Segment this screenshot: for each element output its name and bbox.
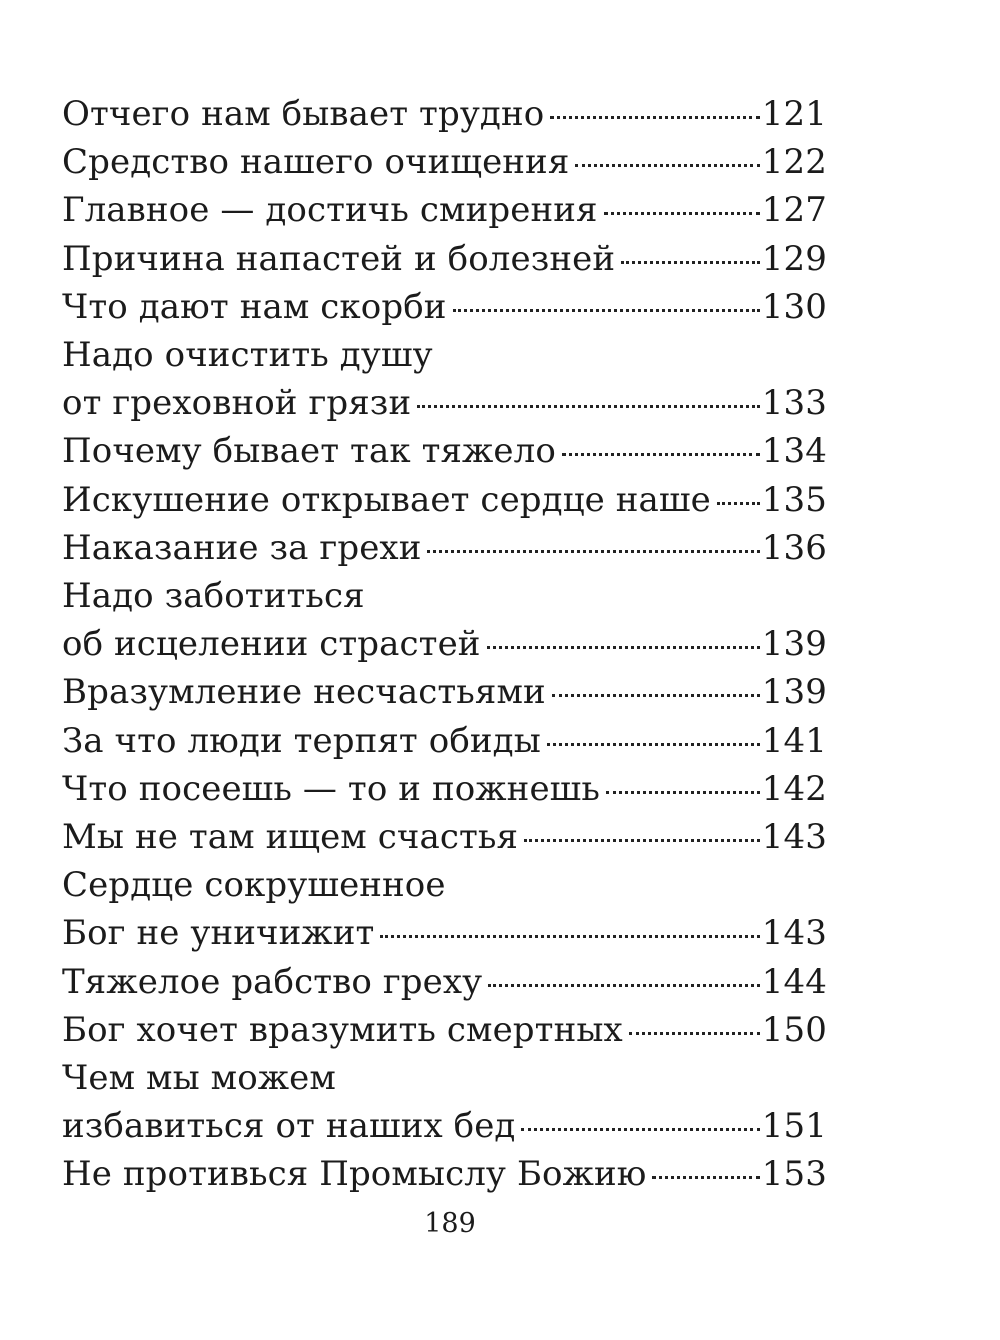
toc-entry-title-continued: об исцелении страстей [62,624,481,665]
toc-entry [62,283,827,331]
toc-entry-title: Что посеешь — то и пожнешь [62,768,600,809]
dot-leader [621,261,760,264]
toc-entry-page: 139 [761,624,827,665]
toc-entry-page: 127 [761,190,827,231]
toc-entry [62,427,827,475]
toc-entry-page: 143 [761,817,827,858]
toc-line [62,476,827,524]
toc-entry [62,1006,827,1054]
toc-entry [62,958,827,1006]
dot-leader [562,453,760,456]
toc-entry [62,524,827,572]
toc-entry [62,717,827,765]
toc-entry-page: 133 [761,383,827,424]
dot-leader [652,1176,759,1179]
toc-entry-title: Почему бывает так тяжело [62,431,556,472]
toc-entry [62,138,827,186]
toc-entry-title: Наказание за грехи [62,527,422,568]
toc-line [62,1102,827,1150]
toc-line [62,524,827,572]
toc-entry-page: 151 [761,1106,827,1147]
toc-line [62,717,827,765]
toc-entry-title: Надо заботиться [62,576,365,617]
toc-entry-page: 143 [761,913,827,954]
toc-entry [62,90,827,138]
toc-entry-title-continued: избавиться от наших бед [62,1106,516,1147]
toc-line [62,765,827,813]
dot-leader [550,116,760,119]
dot-leader [453,309,760,312]
dot-leader [427,550,759,553]
dot-leader [604,212,760,215]
toc-entry-page: 153 [761,1154,827,1195]
dot-leader [629,1032,760,1035]
toc-line [62,620,827,668]
toc-entry-page: 136 [761,527,827,568]
toc-entry-title: Отчего нам бывает трудно [62,94,545,134]
toc-entry [62,476,827,524]
toc-entry-title: Причина напастей и болезней [62,238,616,279]
toc-line [62,668,827,716]
toc-entry-title: Тяжелое рабство греху [62,961,483,1002]
toc-line-first [62,572,827,620]
toc-entry-title: За что люди терпят обиды [62,720,541,761]
toc-entry [62,572,827,668]
toc-entry-page: 129 [761,238,827,279]
toc-line [62,813,827,861]
dot-leader [717,502,760,505]
toc-entry-title: Вразумление несчастьями [62,672,546,713]
toc-entry-title: Надо очистить душу [62,335,433,376]
dot-leader [521,1128,759,1131]
toc-entry-title: Сердце сокрушенное [62,865,446,906]
toc-entry [62,331,827,427]
toc-entry-title: Главное — достичь смирения [62,190,598,231]
toc-entry-page: 121 [761,94,827,134]
toc-entry [62,861,827,957]
toc-line [62,283,827,331]
toc-entry-title-continued: Бог не уничижит [62,913,375,954]
toc-line [62,90,827,138]
toc-entry [62,1054,827,1150]
toc-entry-page: 142 [761,768,827,809]
toc-entry [62,765,827,813]
toc-entry-page: 134 [761,431,827,472]
toc-line [62,1006,827,1054]
toc-entry-page: 139 [761,672,827,713]
toc-entry-page: 141 [761,720,827,761]
toc-entry [62,1150,827,1198]
dot-leader [552,694,760,697]
toc-line [62,235,827,283]
dot-leader [575,164,759,167]
toc-line [62,909,827,957]
toc-line-first [62,1054,827,1102]
toc-line-first [62,861,827,909]
toc-line [62,379,827,427]
toc-entry-title: Чем мы можем [62,1058,336,1099]
toc-entry-title-continued: от греховной грязи [62,383,412,424]
toc-entry [62,235,827,283]
toc-entry-page: 122 [761,142,827,183]
toc-entry-title: Бог хочет вразумить смертных [62,1009,623,1050]
toc-entry-page: 130 [761,286,827,327]
toc-entry [62,813,827,861]
toc-line [62,958,827,1006]
toc-entry-title: Мы не там ищем счастья [62,817,519,858]
table-of-contents [62,90,827,1199]
dot-leader [524,839,760,842]
toc-entry [62,186,827,234]
toc-line [62,1150,827,1198]
toc-entry-title: Что дают нам скорби [62,286,447,327]
toc-line [62,186,827,234]
page-number: 189 [424,1208,476,1239]
dot-leader [547,743,760,746]
dot-leader [606,791,760,794]
toc-entry-title: Искушение открывает сердце наше [62,479,711,520]
toc-entry-page: 144 [761,961,827,1002]
dot-leader [380,935,759,938]
toc-entry [62,668,827,716]
toc-line-first [62,331,827,379]
toc-entry-page: 150 [761,1009,827,1050]
toc-line [62,427,827,475]
dot-leader [488,984,760,987]
dot-leader [417,405,760,408]
toc-entry-title: Средство нашего очищения [62,142,570,183]
toc-entry-page: 135 [761,479,827,520]
dot-leader [487,646,760,649]
toc-entry-title: Не противься Промыслу Божию [62,1154,647,1195]
toc-line [62,138,827,186]
